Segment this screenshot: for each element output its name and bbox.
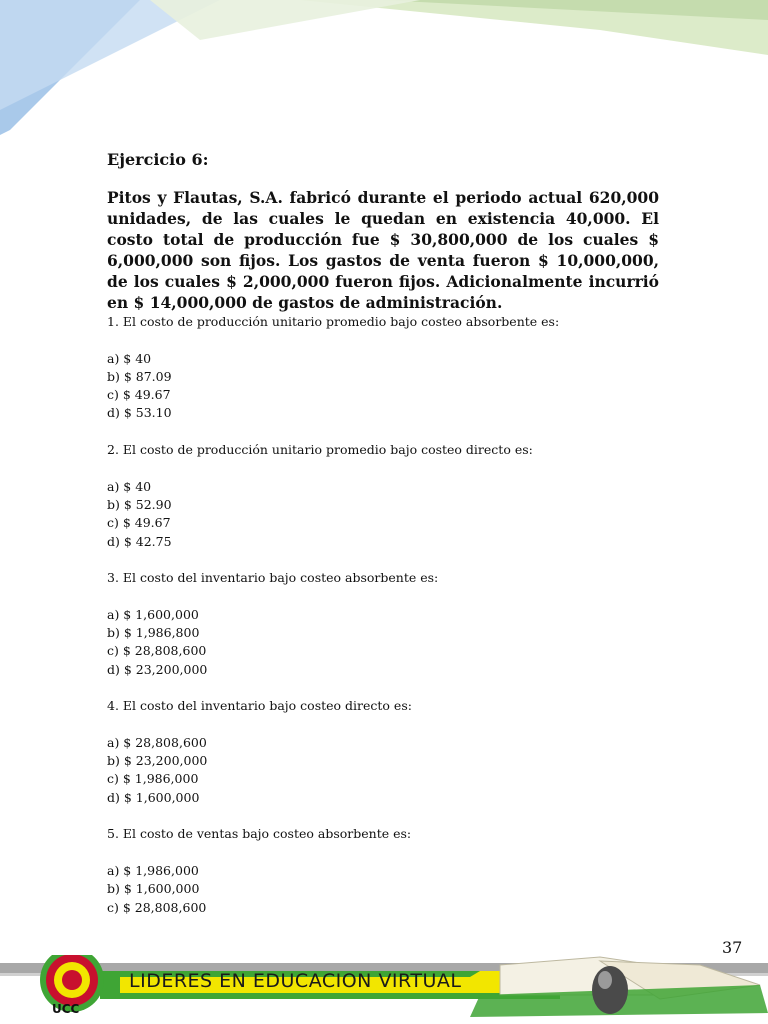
option-d: d) $ 53.10 (107, 405, 172, 421)
question-5 (107, 825, 659, 916)
option-a: a) $ 1,600,000 (107, 606, 199, 622)
option-b: b) $ 23,200,000 (107, 753, 208, 769)
option-a: a) $ 40 (107, 478, 152, 494)
option-d: d) $ 1,600,000 (107, 789, 200, 805)
option-list (107, 862, 659, 917)
option-a: a) $ 1,986,000 (107, 862, 199, 878)
option-c: c) $ 49.67 (107, 387, 171, 403)
option-list (107, 350, 659, 423)
question-2 (107, 441, 659, 551)
option-b: b) $ 1,986,800 (107, 625, 200, 641)
option-c: c) $ 28,808,600 (107, 643, 207, 659)
option-list (107, 478, 659, 551)
question-text: 4. El costo del inventario bajo costeo directo es: (107, 698, 412, 714)
ucc-logo: UCC (52, 1002, 80, 1016)
question-4 (107, 697, 659, 807)
header-decoration (0, 0, 768, 140)
question-text: 1. El costo de producción unitario promedio bajo costeo absorbente es: (107, 314, 560, 329)
exercise-intro: Pitos y Flautas, S.A. fabricó durante el periodo actual 620,000 unidades, de las cuales le quedan en existencia 40,000. El costo total de producción fue $ 30,800,000 de los cuales $ 6,000,000 son fijos. Los gastos de venta fueron $ 10,000,000, de los cuales $ 2,000,000 fueron fijos. Adicionalmente incurrió en $ 14,000,000 de gastos de administración. (107, 188, 659, 312)
exercise-content (107, 150, 659, 917)
option-c: c) $ 1,986,000 (107, 771, 199, 787)
option-list (107, 606, 659, 679)
option-b: b) $ 52.90 (107, 496, 172, 512)
option-d: d) $ 42.75 (107, 533, 172, 549)
question-3 (107, 569, 659, 679)
question-text: 3. El costo del inventario bajo costeo absorbente es: (107, 570, 439, 586)
question-list (107, 313, 659, 917)
footer-slogan: LIDERES EN EDUCACION VIRTUAL (129, 970, 462, 992)
option-list (107, 734, 659, 807)
option-b: b) $ 1,600,000 (107, 881, 200, 897)
option-c: c) $ 28,808,600 (107, 899, 207, 915)
option-a: a) $ 40 (107, 350, 152, 366)
option-d: d) $ 23,200,000 (107, 661, 208, 677)
option-c: c) $ 49.67 (107, 515, 171, 531)
question-text: 2. El costo de producción unitario promedio bajo costeo directo es: (107, 442, 533, 458)
exercise-heading: Ejercicio 6: (107, 150, 209, 169)
option-a: a) $ 28,808,600 (107, 734, 207, 750)
question-1 (107, 313, 659, 423)
page-number: 37 (722, 938, 743, 957)
option-b: b) $ 87.09 (107, 368, 172, 384)
question-text: 5. El costo de ventas bajo costeo absorbente es: (107, 826, 412, 842)
